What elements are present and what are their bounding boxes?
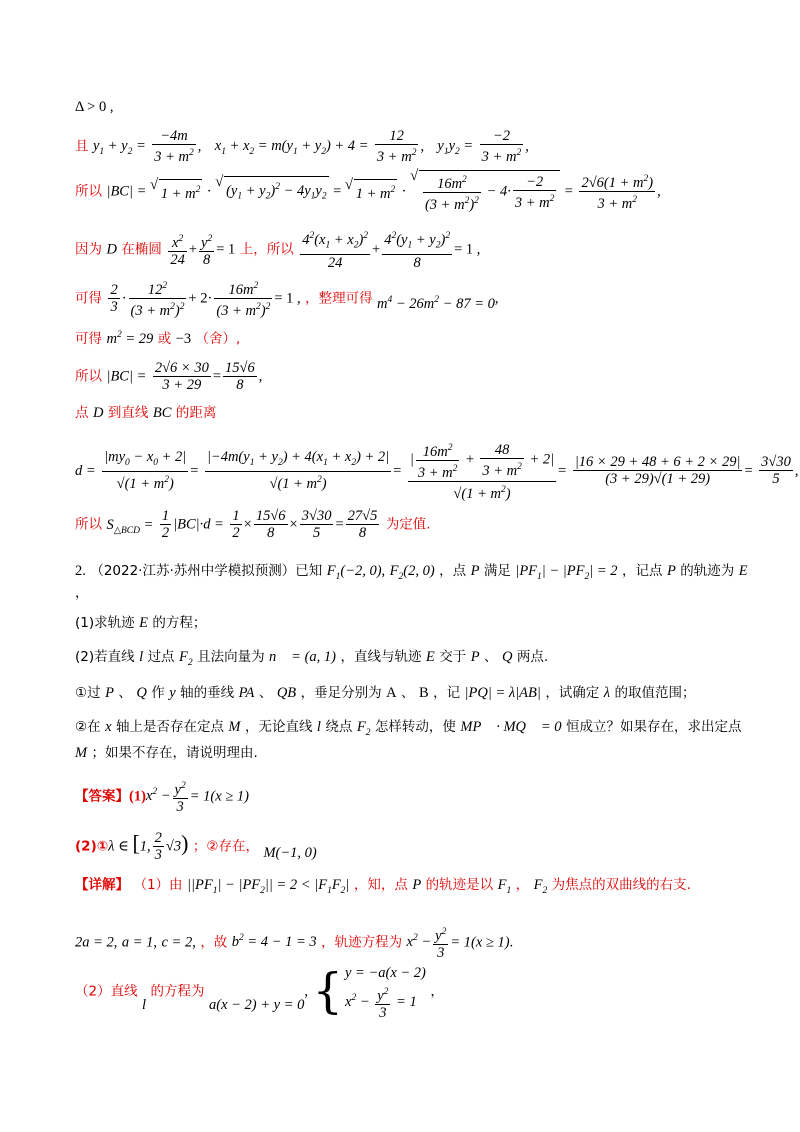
s1-text-h: ，记 (433, 685, 461, 701)
problem-2-header: 2. （2022·江苏·苏州中学模拟预测）已知 $F_1(-2$, 0), $F_2(2$, 0) ，点 P 满足 $|PF_1| - |PF_2| = 2$ ，记点 P 的轨迹为 E (75, 563, 748, 582)
text-simplify: ，整理可得 (305, 290, 373, 307)
q2-text-g: 两点. (516, 649, 549, 665)
text-rejected: （舍）, (195, 330, 241, 347)
text-constant: 为定值. (385, 516, 431, 533)
line-distance-label (75, 404, 216, 422)
sub-question-1: ①过 P 、 Q 作 y 轴的垂线 PA 、 QB ，垂足分别为 A 、 B ，记 |PQ| = λ|AB| ，试确定 λ 的取值范围； (75, 685, 696, 701)
s1-text-b: 、 (118, 685, 132, 701)
s1-text-g: 、 (401, 685, 415, 701)
s1-text-c: 作 (151, 685, 165, 701)
detail-text-2a: ，故 (200, 934, 228, 951)
answer-tag: 【答案】 (75, 788, 129, 805)
q2-text-d: ，直线与轨迹 (340, 649, 422, 665)
q1-text: (1)求轨迹 (75, 615, 135, 631)
s1-text-j: 的取值范围； (614, 685, 696, 701)
text-satisfies: 满足 (483, 563, 511, 579)
s1-text-d: 轴的垂线 (180, 685, 235, 701)
delta-condition: Δ > 0 , (75, 99, 114, 115)
s1-text-i: ，试确定 (545, 685, 600, 701)
detail-text-3b: 的方程为 (150, 983, 205, 1000)
answer-part-2: (2)① (75, 838, 109, 855)
s2-text-d: 绕点 (325, 719, 353, 735)
text-to-line: 到直线 (107, 405, 149, 421)
text-or: 或 (157, 330, 172, 347)
line-bc-value: 所以 |BC| = $\frac{2√6 \times 30}{3 + 29}$ = $\frac{15√6}{8}$ , (75, 360, 263, 393)
text-so: 所以 (75, 183, 102, 200)
line-bc: BC (152, 405, 172, 421)
text-point: 点 (75, 405, 89, 421)
s2-text-g: ；如果不存在，请说明理由. (91, 745, 258, 761)
text-on-ellipse: 在椭圆 (121, 241, 162, 258)
detail-text-2b: ，轨迹方程为 (321, 934, 403, 951)
problem-number: 2. (75, 563, 86, 579)
text-trajectory: 的轨迹为 (680, 563, 735, 579)
q2-text: (2)若直线 (75, 649, 135, 665)
text-we-get-2: 可得 (75, 330, 102, 347)
point-d-2: D (92, 405, 104, 421)
question-1: (1)求轨迹 E 的方程； (75, 615, 207, 631)
detail-text-1b: ，知，点 (353, 877, 408, 893)
detail-3: （2）直线 l 的方程为 a(x − 2) + y = 0, { y = −a(x − 2) $x^2$ − $\frac{y^2}{3}$ = 1 ， (75, 963, 444, 1021)
line-distance-formula: d = $\frac{|my_0 - x_0 + 2|}{√(1 + m^2)}$ = $\frac{|-4m(y_1 + y_2) + 4(x_1 + x_2) + 2|}{√(1 + m^2)}$ = | $\frac{16m^2}{3 + m^2}$ + $\frac{48}{3 + m^2}$ + 2| $√(1 + m^2)$ = $\frac{|16 \times 29 + 48 + 6 + 2 \times 29|}{(3 + 29)√(1 + 29)}$ = $\frac{3√30}{5}$ , (75, 441, 799, 502)
text-and: 且 (75, 138, 89, 155)
answer-part-2b: ；②存在， (192, 838, 259, 855)
problem-2-comma (75, 584, 89, 602)
q1-text-b: 的方程； (152, 615, 207, 631)
point-d: D (106, 241, 117, 258)
text-distance: 的距离 (175, 405, 217, 421)
answer-2: (2)①λ ∈ [1, $\frac{2}{3}$ √3) ；②存在， M(−1, 0) (75, 830, 317, 863)
text-so-4: 所以 (75, 516, 102, 533)
s2-text-e: 怎样转动，使 (374, 719, 456, 735)
q2-text-e: 交于 (439, 649, 467, 665)
s2-text-b: 轴上是否存在定点 (115, 719, 224, 735)
answer-1: 【答案】$(1)x^2$ − $\frac{y^2}{3}$ = 1(x ≥ 1) (75, 778, 249, 815)
comma: ， (75, 585, 89, 601)
line-m-value: 可得 $m^2 = 29$ 或 −3 （舍）, (75, 330, 241, 347)
s2-text-c: ，无论直线 (244, 719, 313, 735)
s2-text: ②在 (75, 719, 101, 735)
detail-text-1d: ， (515, 877, 530, 893)
sub-question-2: ②在 x 轴上是否存在定点 M ，无论直线 l 绕点 $F_2$ 怎样转动，使 MP⃗ · MQ⃗ = 0 恒成立？如果存在，求出定点 (75, 719, 742, 738)
s1-text: ①过 (75, 685, 101, 701)
detail-text-1: （1）由 (133, 877, 183, 893)
text-because: 因为 (75, 241, 102, 258)
detail-text-1c: 的轨迹是以 (425, 877, 494, 893)
problem-source: （2022·江苏·苏州中学模拟预测）已知 (90, 563, 323, 579)
line-delta (75, 98, 113, 116)
detail-text-3c: ， (430, 983, 444, 1000)
line-bc-length: 所以 |BC| = √ $1 + m^2$ · √ $(y_1 + y_2)^2 - 4y_1y_2$ = √ $1 + m^2$ · √ $\frac{16m^2}{(3 + m^2)^2}$ − 4· $\frac{-2}{3 + m^2}$ = $\frac{2√6(1 + m^2)}{3 + m^2}$ , (75, 170, 661, 213)
text-so-3: 所以 (75, 368, 102, 385)
answer-part-1: (1) (129, 788, 146, 805)
detail-tag: 【详解】 (75, 877, 129, 893)
s2-text-f: 恒成立？如果存在，求出定点 (566, 719, 742, 735)
text-mark-p: ，记点 (622, 563, 663, 579)
text-point-p: ，点 (439, 563, 467, 579)
line-ellipse: 因为 D 在椭圆 $\frac{x^2}{24}$ + $\frac{y^2}{8}$ = 1 上，所以 $\frac{4^2(x_1 + x_2)^2}{24}$ + $\frac{4^2(y_1 + y_2)^2}{8}$ = 1 , (75, 228, 480, 271)
line-vieta: 且 $y_1 + y_2$ = $\frac{-4m}{3 + m^2}$ , $x_1 + x_2 = m(y_1 + y_2) + 4$ = $\frac{12}{3 + m^2}$ , $y_1y_2$ = $\frac{-2}{3 + m^2}$ , (75, 128, 529, 165)
text-we-get: 可得 (75, 290, 102, 307)
text-so-2: 上，所以 (239, 241, 294, 258)
s1-text-f: ，垂足分别为 (300, 685, 382, 701)
detail-text-1e: 为焦点的双曲线的右支. (551, 877, 691, 893)
s1-text-e: 、 (258, 685, 273, 701)
question-2: (2)若直线 l 过点 $F_2$ 且法向量为 n⃗ = (a, 1) ，直线与轨迹 E 交于 P 、 Q 两点. (75, 649, 549, 668)
q2-text-f: 、 (484, 649, 498, 665)
line-equation: 可得 $\frac{2}{3}$ · $\frac{12^2}{(3 + m^2)^2}$ + 2· $\frac{16m^2}{(3 + m^2)^2}$ = 1 , ，整理可得 $m^4 - 26m^2 - 87 = 0$, (75, 278, 498, 319)
sub-question-2-cont: M ；如果不存在，请说明理由. (75, 745, 258, 761)
detail-text-3a: （2）直线 (75, 983, 138, 1000)
detail-1: 【详解】 （1）由 $||PF_1| - |PF_2|| = 2 < |F_1F_2|$ ，知，点 P 的轨迹是以 $F_1$ ， $F_2$ 为焦点的双曲线的右支. (75, 877, 691, 896)
detail-2: 2a = 2, a = 1, c = 2, ，故 $b^2 = 4 - 1 = 3$ ，轨迹方程为 $x^2$ − $\frac{y^2}{3}$ = 1(x ≥ 1). (75, 924, 513, 961)
line-area: 所以 $S_{\triangle BCD}$ = $\frac{1}{2}$ |BC|·d = $\frac{1}{2}$ × $\frac{15√6}{8}$ × $\frac{3√30}{5}$ = $\frac{27√5}{8}$ 为定值. (75, 508, 431, 541)
q2-text-b: 过点 (147, 649, 175, 665)
q2-text-c: 且法向量为 (197, 649, 265, 665)
